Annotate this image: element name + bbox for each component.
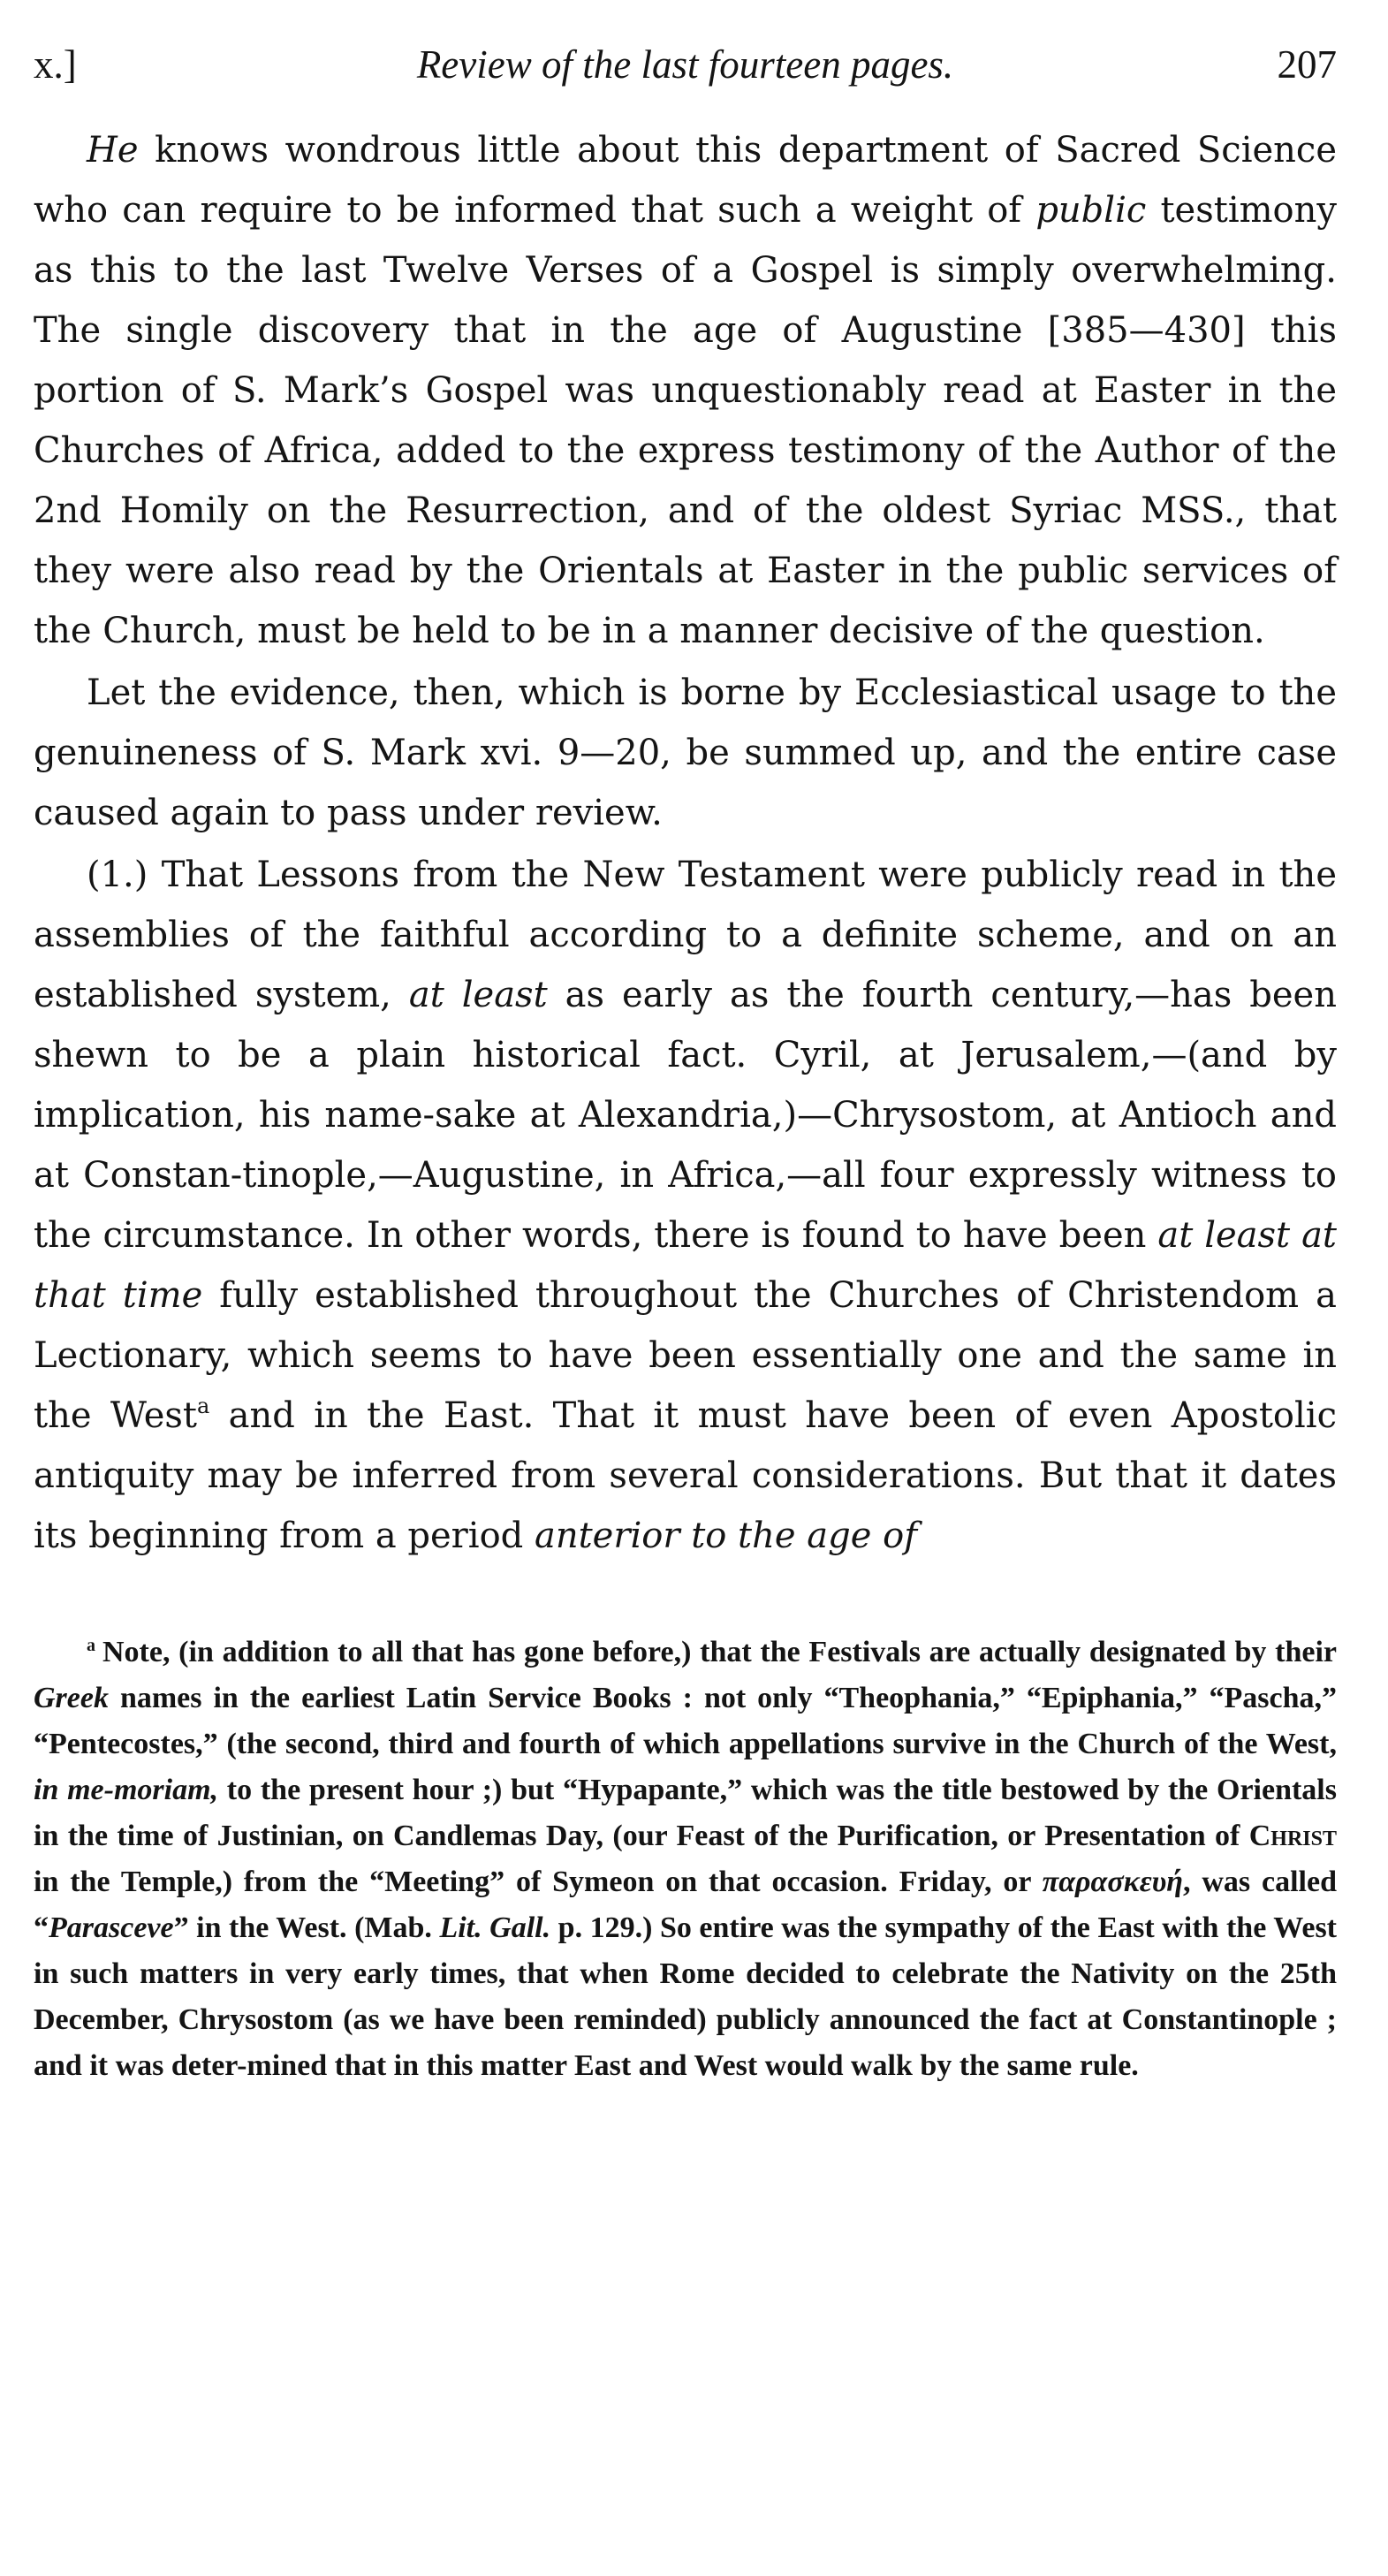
text-run: to the present hour ;) but “Hypapante,” which was the title bestowed by the Orientals in the time of Justinian, on Candlemas Day, (our Feast of the Purification, or Presentation of [34,1774,1337,1852]
text-run: Note, (in addition to all that has gone before,) that the Festivals are actually designated by their [102,1636,1337,1668]
text-run: names in the earliest Latin Service Books : not only “Theophania,” “Epiphania,” “Pascha,” “Pentecostes,” (the second, third and fourth of which appellations survive in the Church of the West, [34,1682,1337,1760]
italic-text: Parasceve [49,1911,174,1944]
running-header [34,34,1337,95]
section-marker: x.] [34,42,77,87]
text-run: fully established throughout the Churches of Christendom a Lectionary, which seems to have been essentially one and the same in the West [34,1275,1337,1436]
italic-text: at least at that time [34,1215,1338,1316]
text-run: as early as the fourth century,—has been shewn to be a plain historical fact. Cyril, at Jerusalem,—(and by implication, his name-sake at Alexandria,)—Chrysostom, at Antioch and at Constan-tinople,—Augustine, in Africa,—all four expressly witness to the circumstance. In other words, there is found to have been [34,975,1337,1256]
italic-text: in me-moriam, [34,1774,219,1806]
book-page [34,34,1337,2543]
italic-text: Greek [34,1682,109,1714]
text-run: p. 129.) So entire was the sympathy of the East with the West in such matters in very early times, that when Rome decided to celebrate the Nativity on the 25th December, Chrysostom (as we have been reminded) publicly announced the fact at Constantinople ; and it was deter-mined that in this matter East and West would walk by the same rule. [34,1911,1338,2082]
text-run: (1.) That Lessons from the New Testament were publicly read in the assemblies of the faithful according to a definite scheme, and on an established system, [34,855,1337,1015]
paragraph [34,663,1337,843]
page-number: 207 [1277,42,1337,87]
paragraph [34,120,1337,661]
footnote-reference: a [196,1394,210,1418]
text-run: testimony as this to the last Twelve Verses of a Gospel is simply overwhelming. The single discovery that in the age of Augustine [385—430] this portion of S. Mark’s Gospel was unquestionably read at Easter in the Churches of Africa, added to the express testimony of the Author of the 2nd Homily on the Resurrection, and of the oldest Syriac MSS., that they were also read by the Orientals at Easter in the public services of the Church, must be held to be in a manner decisive of the question. [34,190,1337,651]
text-run: , was called “ [34,1866,1337,1944]
footnote-mark: a [87,1636,95,1655]
italic-text: public [1035,190,1147,231]
text-run: knows wondrous little about this department of Sacred Science who can require to be informed that such a weight of [34,130,1337,231]
italic-text: anterior to the age of [535,1516,918,1556]
italic-text: at least [408,975,548,1015]
small-caps-text: Christ [1248,1820,1337,1852]
text-run: in the Temple,) from the “Meeting” of Symeon on that occasion. Friday, or [34,1866,1043,1898]
text-run: Let the evidence, then, which is borne by Ecclesiastical usage to the genuineness of S. Mark xvi. 9—20, be summed up, and the entire case caused again to pass under review. [34,672,1337,833]
footnotes [34,1630,1337,2089]
italic-text: Lit. Gall. [439,1911,551,1944]
italic-text: He [87,130,139,171]
text-run: and in the East. That it must have been of even Apostolic antiquity may be inferred from several considerations. But that it dates its beginning from a period [34,1395,1337,1556]
footnote [34,1630,1337,2089]
italic-text: παρασκευή [1042,1866,1183,1898]
paragraph [34,845,1337,1566]
running-title: Review of the last fourteen pages. [416,42,954,87]
text-run: ” in the West. (Mab. [173,1911,440,1944]
body-text [34,120,1337,1566]
